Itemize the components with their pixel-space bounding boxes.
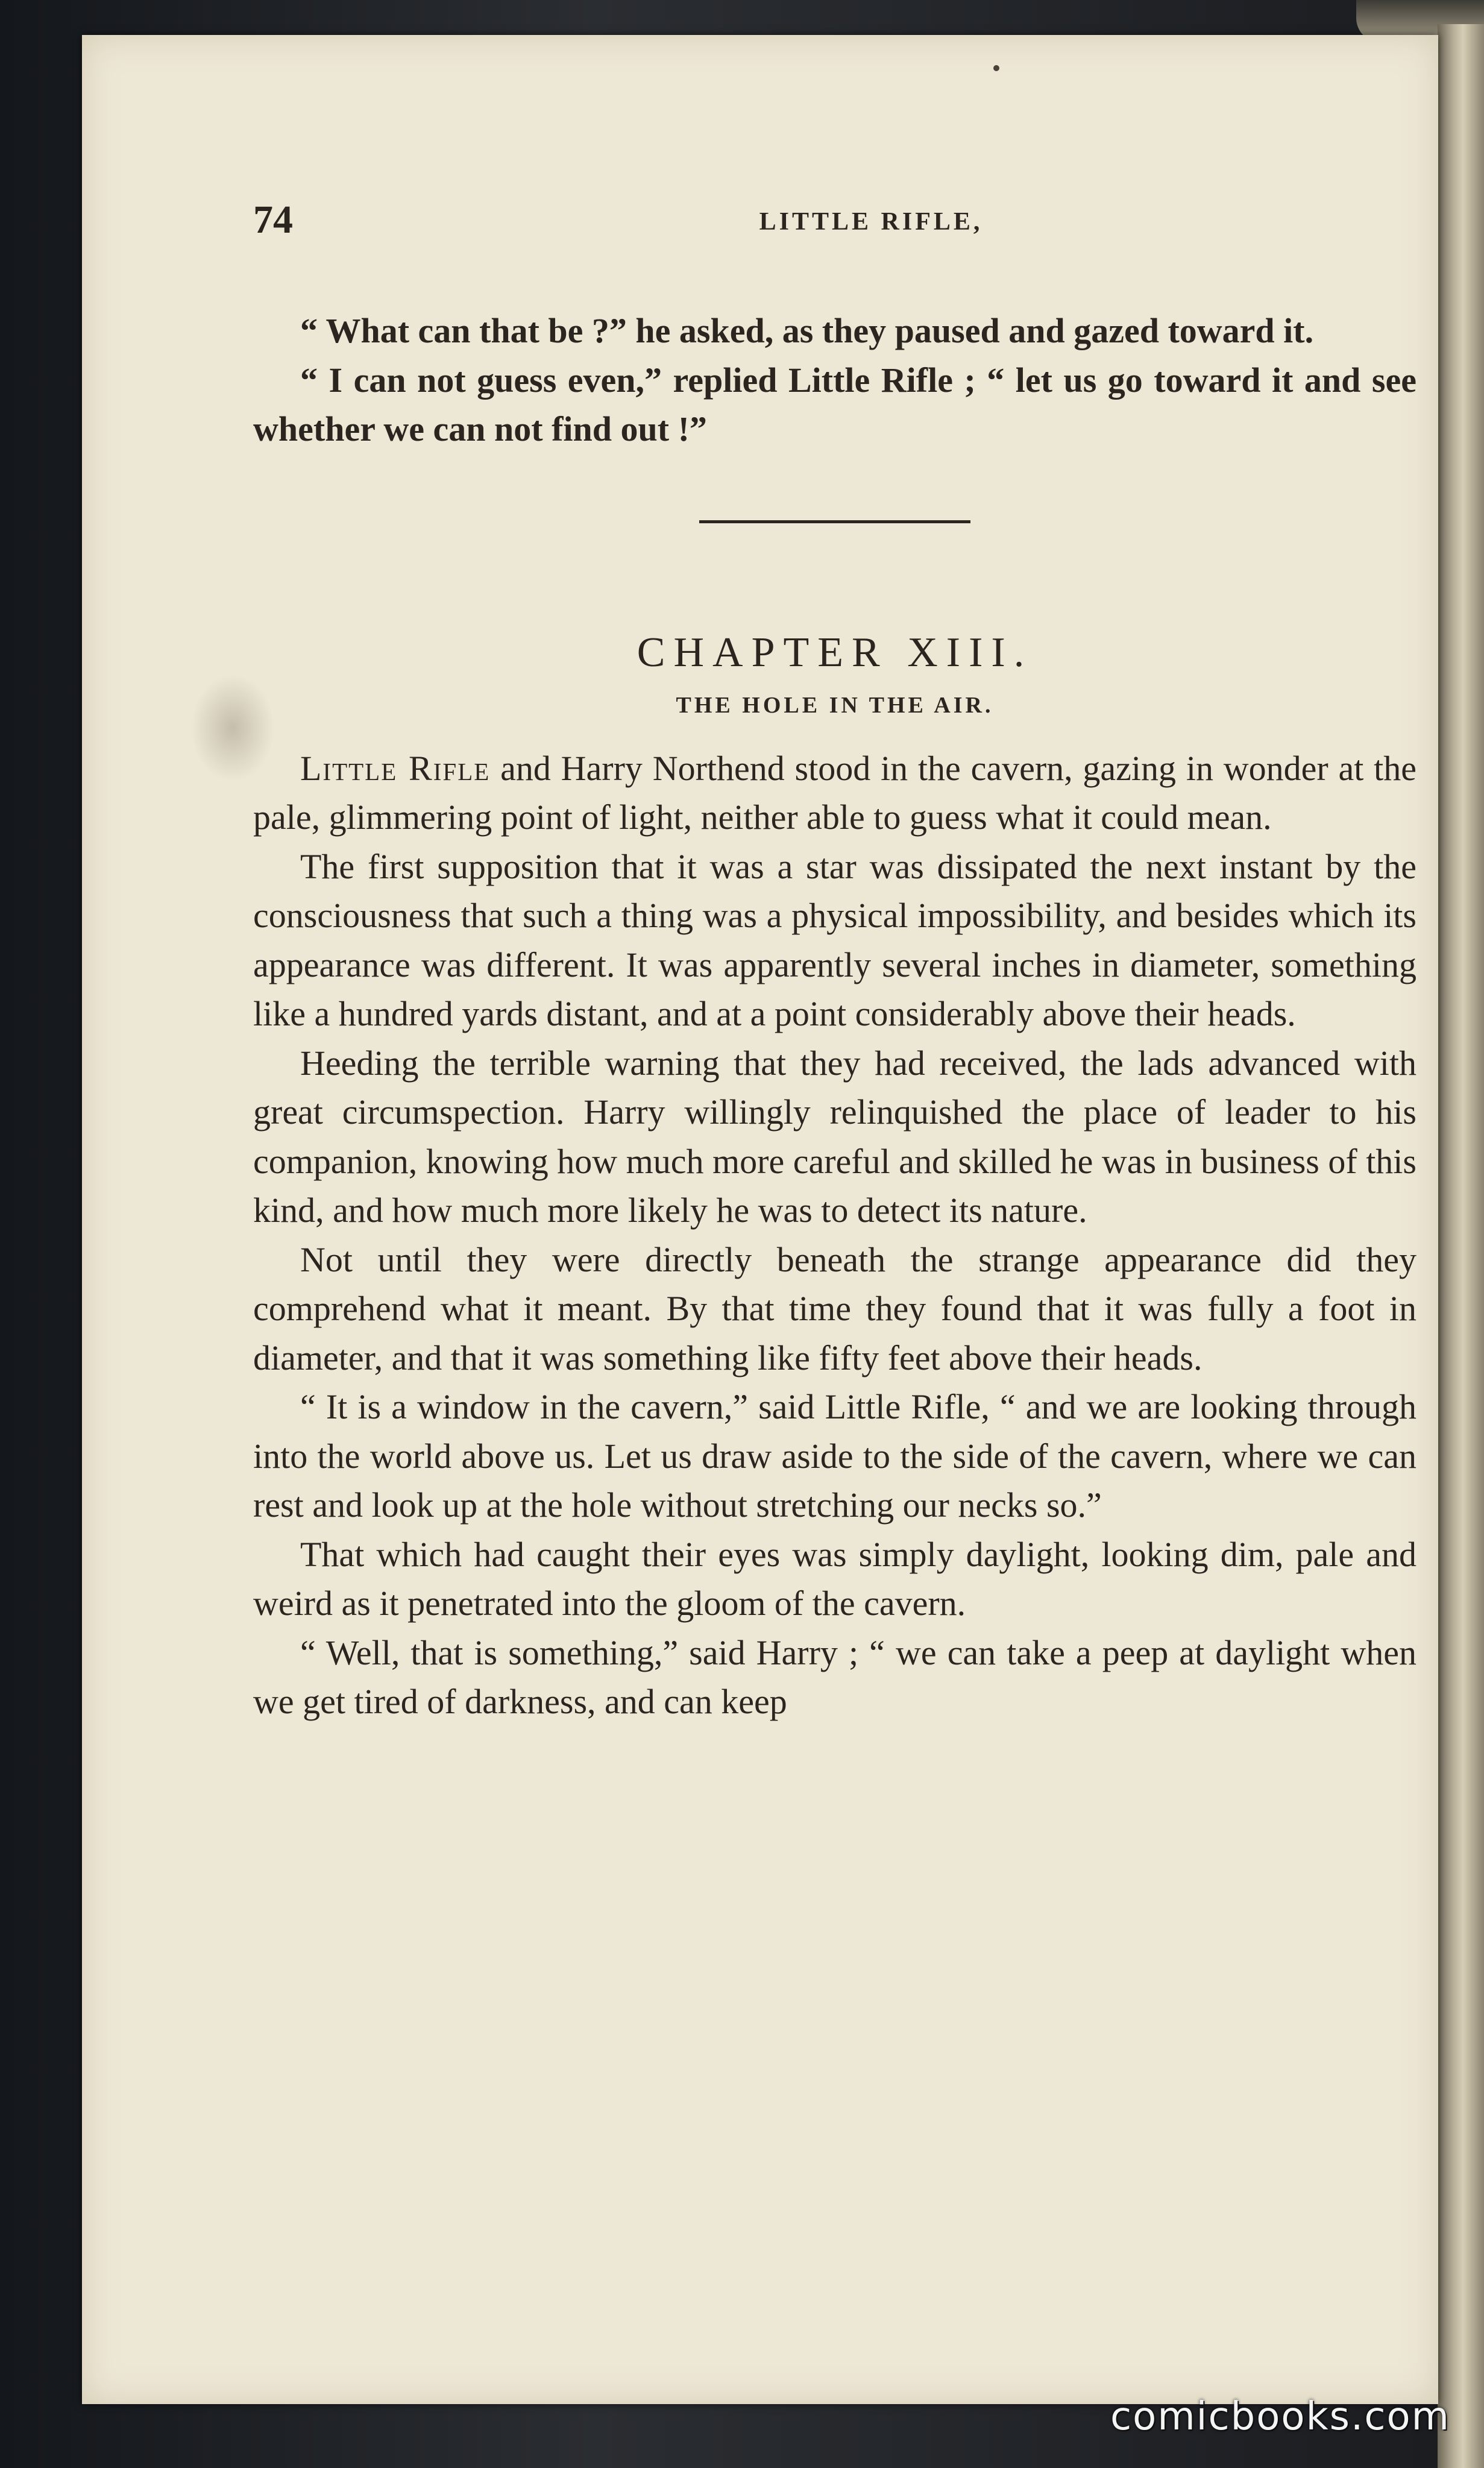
watermark: comicbooks.com xyxy=(1110,2394,1450,2439)
body-paragraph-4: Not until they were directly beneath the strange appearance did they comprehend what it meant. By that time they found that it was fully a foot in diameter, and that it was something like fifty feet above their heads. xyxy=(253,1239,1416,1377)
ink-dot xyxy=(993,65,999,71)
body-paragraph-1-text: and Harry Northend stood in the cavern, gazing in wonder at the pale, glimmering point of light, neither able to guess what it could mean. xyxy=(253,748,1416,837)
page-stack-edge xyxy=(1438,24,1484,2468)
body-paragraph-2: The first supposition that it was a star was dissipated the next instant by the consciousness that such a thing was a physical impossibility, and besides which its appearance was different. It was apparently several inches in diameter, something like a hundred yards distant, and at a point considerably above their heads. xyxy=(253,846,1416,1033)
page-number: 74 xyxy=(253,198,293,242)
section-rule xyxy=(699,520,970,523)
chapter-heading: CHAPTER XIII. xyxy=(637,629,1033,676)
body-paragraph-5: “ It is a window in the cavern,” said Little Rifle, “ and we are looking through into the world above us. Let us draw aside to the side of the cavern, where we can rest and look up at the hole without stretching our necks so.” xyxy=(253,1387,1416,1525)
opening-paragraph-1: “ What can that be ?” he asked, as they paused and gazed toward it. xyxy=(300,311,1314,350)
body-paragraph-1 xyxy=(253,744,1416,842)
body-paragraph-7: “ Well, that is something,” said Harry ; “ we can take a peep at daylight when we get tired of darkness, and can keep xyxy=(253,1632,1416,1721)
body-paragraph-3: Heeding the terrible warning that they had received, the lads advanced with great circumspection. Harry willingly relinquished the place of leader to his companion, knowing how much more careful and skilled he was in business of this kind, and how much more likely he was to detect its nature. xyxy=(253,1043,1416,1230)
running-title: LITTLE RIFLE, xyxy=(759,208,983,236)
lead-names: Little Rifle xyxy=(300,748,491,788)
body-paragraph-6: That which had caught their eyes was simply daylight, looking dim, pale and weird as it penetrated into the gloom of the cavern. xyxy=(253,1534,1416,1623)
running-head xyxy=(253,193,1416,247)
page-text xyxy=(253,306,1416,1727)
chapter-title: THE HOLE IN THE AIR. xyxy=(676,692,994,718)
book-page xyxy=(82,35,1438,2404)
opening-paragraph-2: “ I can not guess even,” replied Little Rifle ; “ let us go toward it and see whether we can not find out !” xyxy=(253,360,1416,449)
